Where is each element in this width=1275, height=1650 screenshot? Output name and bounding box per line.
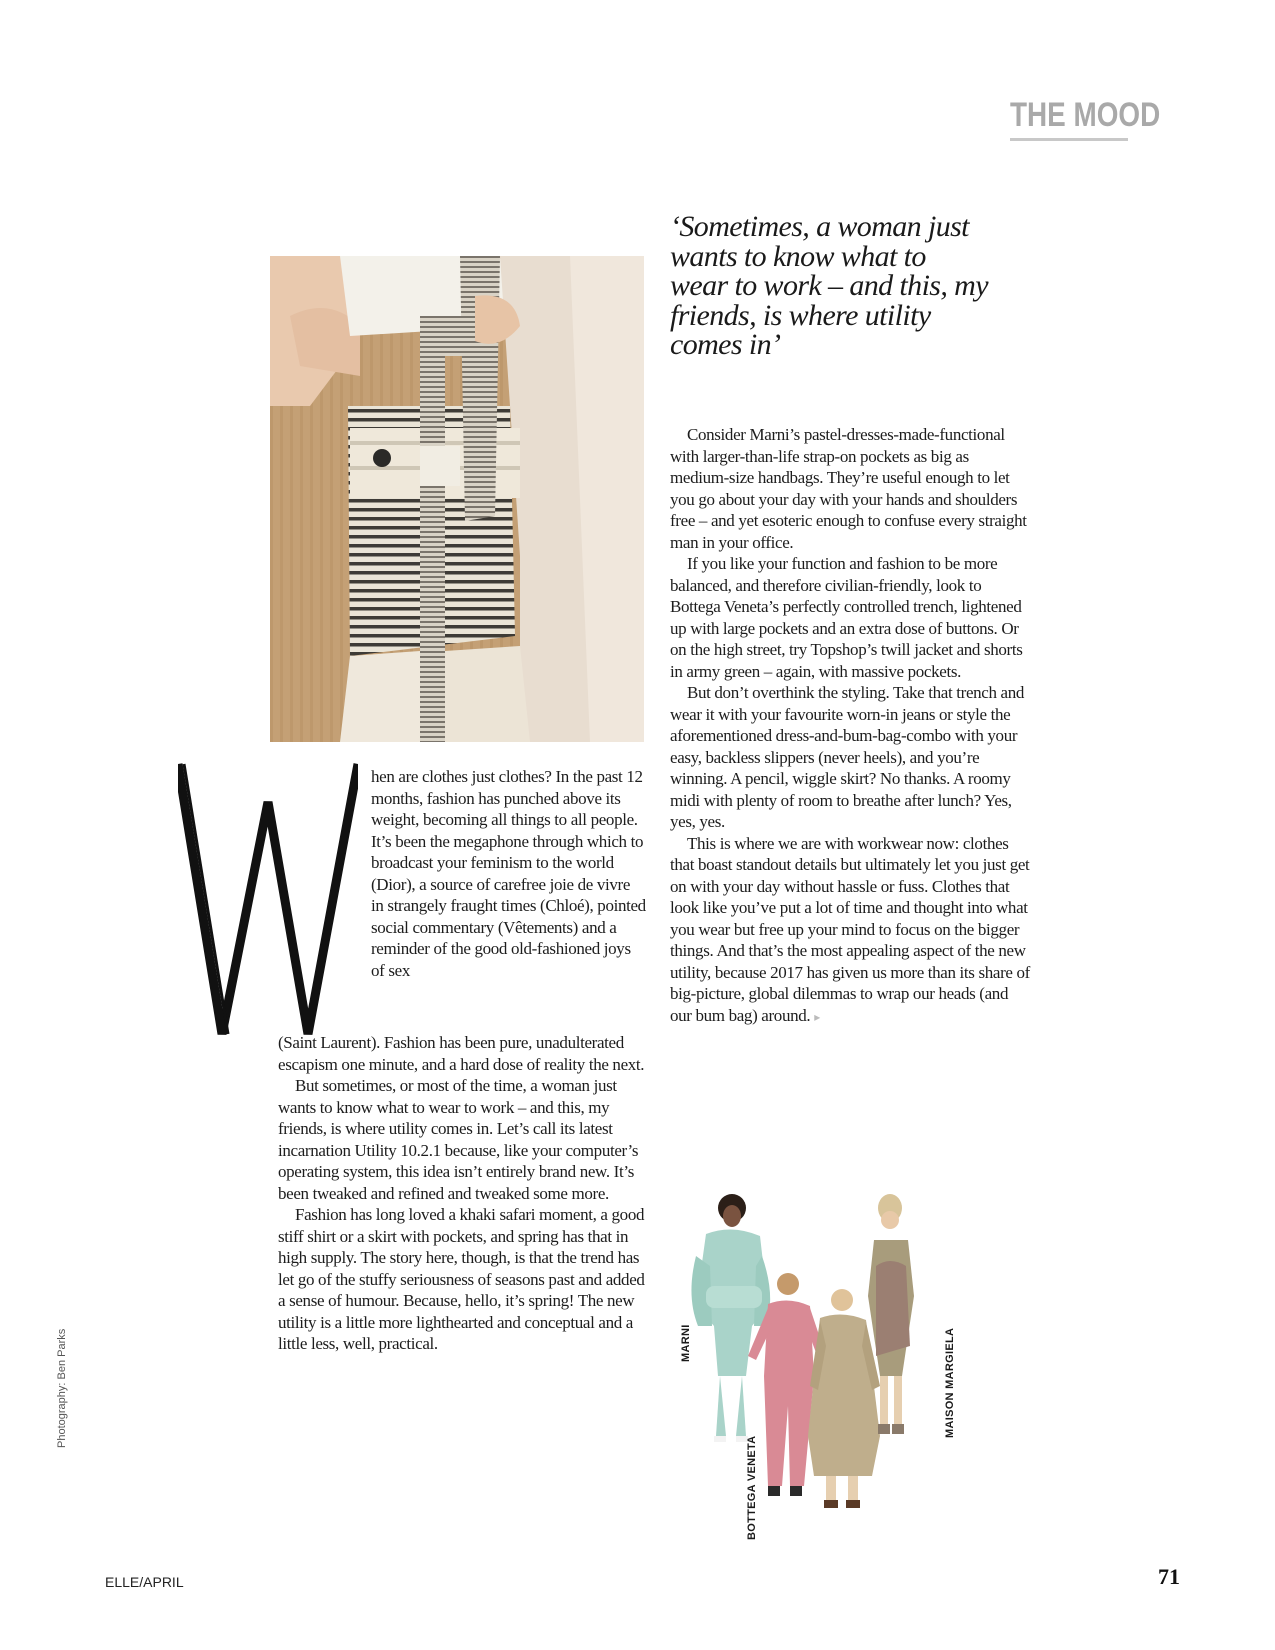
label-marni: MARNI [680, 1324, 692, 1362]
section-title-underline [1010, 138, 1128, 141]
opening-tail: (Saint Laurent). Fashion has been pure, unadulterated escapism one minute, and a hard dose of reality the next. [278, 1033, 645, 1074]
label-bottega-veneta: BOTTEGA VENETA [746, 1435, 758, 1540]
page-number: 71 [1158, 1564, 1180, 1589]
article-right-column [670, 424, 1030, 1028]
photo-credit: Photography: Ben Parks [56, 1328, 68, 1448]
left-paragraph-1: But sometimes, or most of the time, a woman just wants to know what to wear to work – and this, my friends, is where utility comes in. Let’s call its latest incarnation Utility 10.2.1 because, like your computer’s operating system, this idea isn’t entirely brand new. It’s been tweaked and refined and tweaked some more. [278, 1076, 639, 1203]
main-fashion-photo [270, 256, 644, 742]
right-paragraph-1: Consider Marni’s pastel-dresses-made-functional with larger-than-life strap-on pockets as big as medium-size handbags. They’re useful enough to let you go about your day with your hands and shoulders free – and yet esoteric enough to confuse every straight man in your office. [670, 425, 1027, 552]
right-paragraph-4 [670, 833, 1030, 1029]
drop-cap-w [178, 762, 358, 1038]
label-maison-margiela: MAISON MARGIELA [944, 1327, 956, 1438]
right-paragraph-4-text: This is where we are with workwear now: clothes that boast standout details but ultimately let you just get on with your day without hassle or fuss. Clothes that look like you’ve put a lot of time and thought into what you wear but free up your mind to focus on the bigger things. And that’s the most appealing aspect of the new utility, because 2017 has given us more than its share of big-picture, global dilemmas to wrap our heads (and our bum bag) around. [670, 833, 1030, 1025]
article-left-column [278, 1033, 648, 1355]
right-paragraph-2: If you like your function and fashion to be more balanced, and therefore civilian-friendly, look to Bottega Veneta’s perfectly controlled trench, lightened up with large pockets and an extra dose of buttons. Or on the high street, try Topshop’s twill jacket and shorts in army green – again, with massive pockets. [670, 554, 1023, 681]
footer-publication: ELLE/APRIL [105, 1574, 184, 1590]
end-mark-icon: ▸ [814, 1009, 820, 1024]
left-paragraph-2: Fashion has long loved a khaki safari moment, a good stiff shirt or a skirt with pockets, and spring has that in high supply. The story here, though, is that the trend has let go of the stuffy seriousness of seasons past and added a sense of humour. Because, hello, it’s spring! The new utility is a little more lighthearted and conceptual and a little less, well, practical. [278, 1205, 645, 1353]
section-title: THE MOOD [1010, 96, 1161, 134]
right-paragraph-3: But don’t overthink the styling. Take that trench and wear it with your favourite worn-in jeans or style the aforementioned dress-and-bum-bag-combo with your easy, backless slippers (never heels), and you’re winning. A pencil, wiggle skirt? No thanks. A roomy midi with plenty of room to breathe after lunch? Yes, yes, yes. [670, 683, 1025, 831]
pull-quote: ‘Sometimes, a woman just wants to know what to wear to work – and this, my friends, is where utility comes in’ [670, 210, 988, 361]
opening-paragraph: hen are clothes just clothes? In the past 12 months, fashion has punched above its weight, becoming all things to all people. It’s been the megaphone through which to broadcast your feminism to the world (Dior), a source of carefree joie de vivre in strangely fraught times (Chloé), pointed social commentary (Vêtements) and a reminder of the good old-fashioned joys of sex [371, 767, 646, 980]
article-opening [371, 766, 646, 981]
runway-models-photo [676, 1186, 938, 1536]
